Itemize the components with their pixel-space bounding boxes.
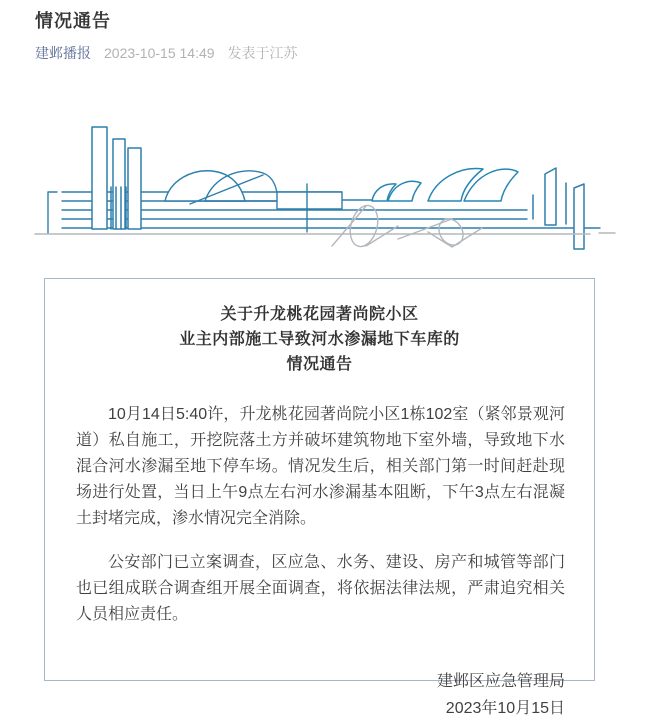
- skyline-band-building: [277, 184, 342, 232]
- publish-location: 发表于江苏: [227, 45, 298, 61]
- skyline-sail-roofs: [372, 169, 518, 201]
- skyline-towers: [92, 127, 141, 229]
- publish-time: 2023-10-15 14:49: [104, 45, 215, 61]
- skyline-illustration: [0, 102, 649, 260]
- skyline-right-towers: [533, 168, 584, 249]
- page-title: 情况通告: [35, 11, 111, 31]
- notice-paragraph-2: 公安部门已立案调查，区应急、水务、建设、房产和城管等部门也已组成联合调查组开展全面调查，将依据法律法规，严肃追究相关人员相应责任。: [76, 554, 565, 623]
- issuing-authority: 建邺区应急管理局: [436, 673, 565, 690]
- skyline-dome-hall: [165, 171, 278, 204]
- account-link[interactable]: 建邺播报: [35, 45, 91, 61]
- issue-date: 2023年10月15日: [445, 700, 565, 717]
- notice-title-line-3: 情况通告: [286, 356, 353, 373]
- notice-box: [44, 278, 595, 717]
- notice-paragraph-1: 10月14日5:40许，升龙桃花园著尚院小区1栋102室（紧邻景观河道）私自施工，开挖院落土方并破坏建筑物地下室外墙，导致地下水混合河水渗漏至地下停车场。情况发生后，相关部门第一时间赶赴现场进行处置，当日上午9点左右河水渗漏基本阻断，下午3点左右混凝土封堵完成，渗水情况完全消除。: [76, 406, 565, 527]
- notice-title-line-1: 关于升龙桃花园著尚院小区: [220, 306, 419, 323]
- byline: [35, 43, 311, 63]
- notice-signature-block: [45, 668, 594, 722]
- notice-title: [45, 302, 594, 377]
- ground-baseline: [35, 233, 615, 234]
- notice-body: [45, 402, 594, 628]
- notice-title-line-2: 业主内部施工导致河水渗漏地下车库的: [179, 331, 460, 348]
